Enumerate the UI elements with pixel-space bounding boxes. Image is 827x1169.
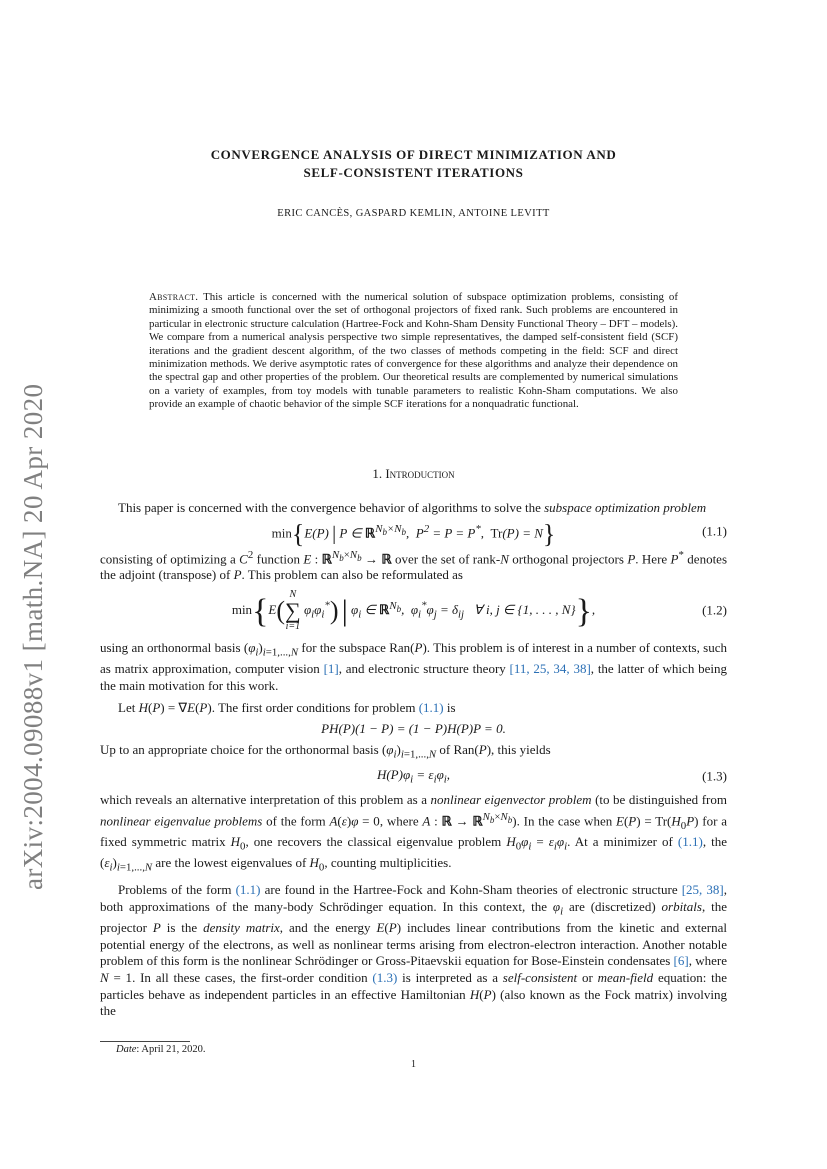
- equation-tag: (1.1): [702, 523, 727, 539]
- author-list: ERIC CANCÈS, GASPARD KEMLIN, ANTOINE LEVITT: [277, 208, 550, 219]
- abstract-text: This article is concerned with the numerical solution of subspace optimization problems, consisting of minimizing a smooth functional over the set of orthogonal projectors of fixed rank. Such problems are encountered in particular in electronic structure calculation (Hartree-Fock and Kohn-Sham Density Functional Theory – DFT – models). We compare from a numerical analysis perspective two simple representatives, the damped self-consistent field (SCF) iterations and the gradient descent algorithm, of the two classes of methods competing in the field: SCF and direct minimization methods. We derive asymptotic rates of convergence for these algorithms and analyze their dependence on the spectral gap and other properties of the problem. Our theoretical results are complemented by numerical simulations on a variety of examples, from toy models with tunable parameters to realistic Kohn-Sham computations. We also provide an example of chaotic behavior of the simple SCF iterations for a nonquadratic functional.: [149, 291, 678, 411]
- abstract-label: Abstract.: [149, 291, 199, 303]
- arxiv-identifier[interactable]: arXiv:2004.09088v1 [math.NA] 20 Apr 2020: [18, 383, 48, 890]
- citation-link[interactable]: [6]: [673, 953, 689, 969]
- emphasis: subspace optimization problem: [544, 500, 707, 515]
- date-footnote: Date: April 21, 2020.: [116, 1044, 206, 1055]
- title-line-2: SELF-CONSISTENT ITERATIONS: [303, 165, 524, 180]
- section-heading: [100, 466, 727, 482]
- section-title: Introduction: [385, 466, 455, 481]
- section-number: 1.: [372, 466, 383, 481]
- abstract: [149, 291, 678, 412]
- citation-link[interactable]: [11, 25, 34, 38]: [509, 661, 591, 677]
- equation-tag: (1.3): [702, 769, 727, 785]
- equation-tag: (1.2): [702, 602, 727, 618]
- paragraph-1: This paper is concerned with the convergence behavior of algorithms to solve the subspace optimization problem: [118, 500, 707, 515]
- paragraph-4: Let H(P) = ∇E(P). The first order conditions for problem (1.1) is: [118, 700, 456, 716]
- paragraph-3: using an orthonormal basis $(\varphi_i)_{i=1,...,N}$ for the subspace Ran(P). This problem is of interest in a number of contexts, such as matrix approximation, computer vision [1], and electronic structure theory [11, 25, 34, 38], the latter of which being the main motivation for this work.: [100, 640, 727, 693]
- paragraph-7: Problems of the form (1.1) are found in the Hartree-Fock and Kohn-Sham theories of electronic structure [25, 38], both approximations of the many-body Schrödinger equation. In this context, the $\varphi_i$ are (discretized) orbitals, the projector P is the density matrix, and the energy E(P) includes linear contributions from the kinetic and external potential energy of the electrons, as well as nonlinear terms arising from electron-electron interaction. Another notable problem of this form is the nonlinear Schrödinger or Gross-Pitaevskii equation for Bose-Einstein condensates [6], where N = 1. In all these cases, the first-order condition (1.3) is interpreted as a self-consistent or mean-field equation: the particles behave as independent particles in an effective Hamiltonian H(P) (also known as the Fock matrix) involving the: [100, 882, 728, 1019]
- footnote-rule: [100, 1041, 190, 1042]
- paper-title: [100, 146, 727, 182]
- page-number: 1: [411, 1059, 416, 1070]
- equation-ref-link[interactable]: (1.3): [372, 970, 398, 986]
- equation-1-1: min{E(P) | P ∈ ℝ$^{N_b\times N_b}$, $P^2 = P = P^*$, Tr(P) = N} (1.1): [271, 518, 727, 548]
- citation-link[interactable]: [1]: [323, 661, 339, 677]
- title-line-1: CONVERGENCE ANALYSIS OF DIRECT MINIMIZATION AND: [210, 147, 617, 162]
- body-text: [100, 500, 727, 1020]
- equation-ref-link[interactable]: (1.1): [677, 834, 703, 850]
- citation-link[interactable]: [25, 38]: [681, 882, 724, 898]
- equation-ref-link[interactable]: (1.1): [235, 882, 261, 898]
- first-order-condition-equation: PH(P)(1 − P) = (1 − P)H(P)P = 0.: [321, 721, 506, 736]
- equation-1-2: min{E(N ∑ i=1 $\varphi_i\varphi_i^*$) | $\varphi_i$ ∈ ℝ$^{N_b}$, $\varphi_i^*\varphi_j = \delta_{ij}$ ∀ i, j ∈ {1, . . . , N}}, (1.2): [231, 589, 727, 633]
- paragraph-6: which reveals an alternative interpretation of this problem as a nonlinear eigenvector problem (to be distinguished from nonlinear eigenvalue problems of the form A(ε)φ = 0, where A : ℝ → ℝ$^{N_b\times N_b}$). In the case when $E(P) = Tr(H_0P)$ for a fixed symmetric matrix $H_0$, one recovers the classical eigenvalue problem $H_0\varphi_i = \varepsilon_i\varphi_i$. At a minimizer of (1.1), the $(\varepsilon_i)_{i=1,...,N}$ are the lowest eigenvalues of $H_0$, counting multiplicities.: [100, 791, 727, 874]
- equation-ref-link[interactable]: (1.1): [418, 700, 444, 716]
- paragraph-2: consisting of optimizing a $C^2$ function E : ℝ$^{N_b\times N_b}$ → ℝ over the set of rank-N orthogonal projectors P. Here P* denotes the adjoint (transpose) of P. This problem can also be reformulated as: [100, 548, 728, 583]
- paragraph-5: Up to an appropriate choice for the orthonormal basis $(\varphi_i)_{i=1,...,N}$ of Ran(P), this yields: [100, 741, 551, 761]
- equation-1-3: $H(P)\varphi_i = \varepsilon_i\varphi_i$, (1.3): [376, 766, 727, 786]
